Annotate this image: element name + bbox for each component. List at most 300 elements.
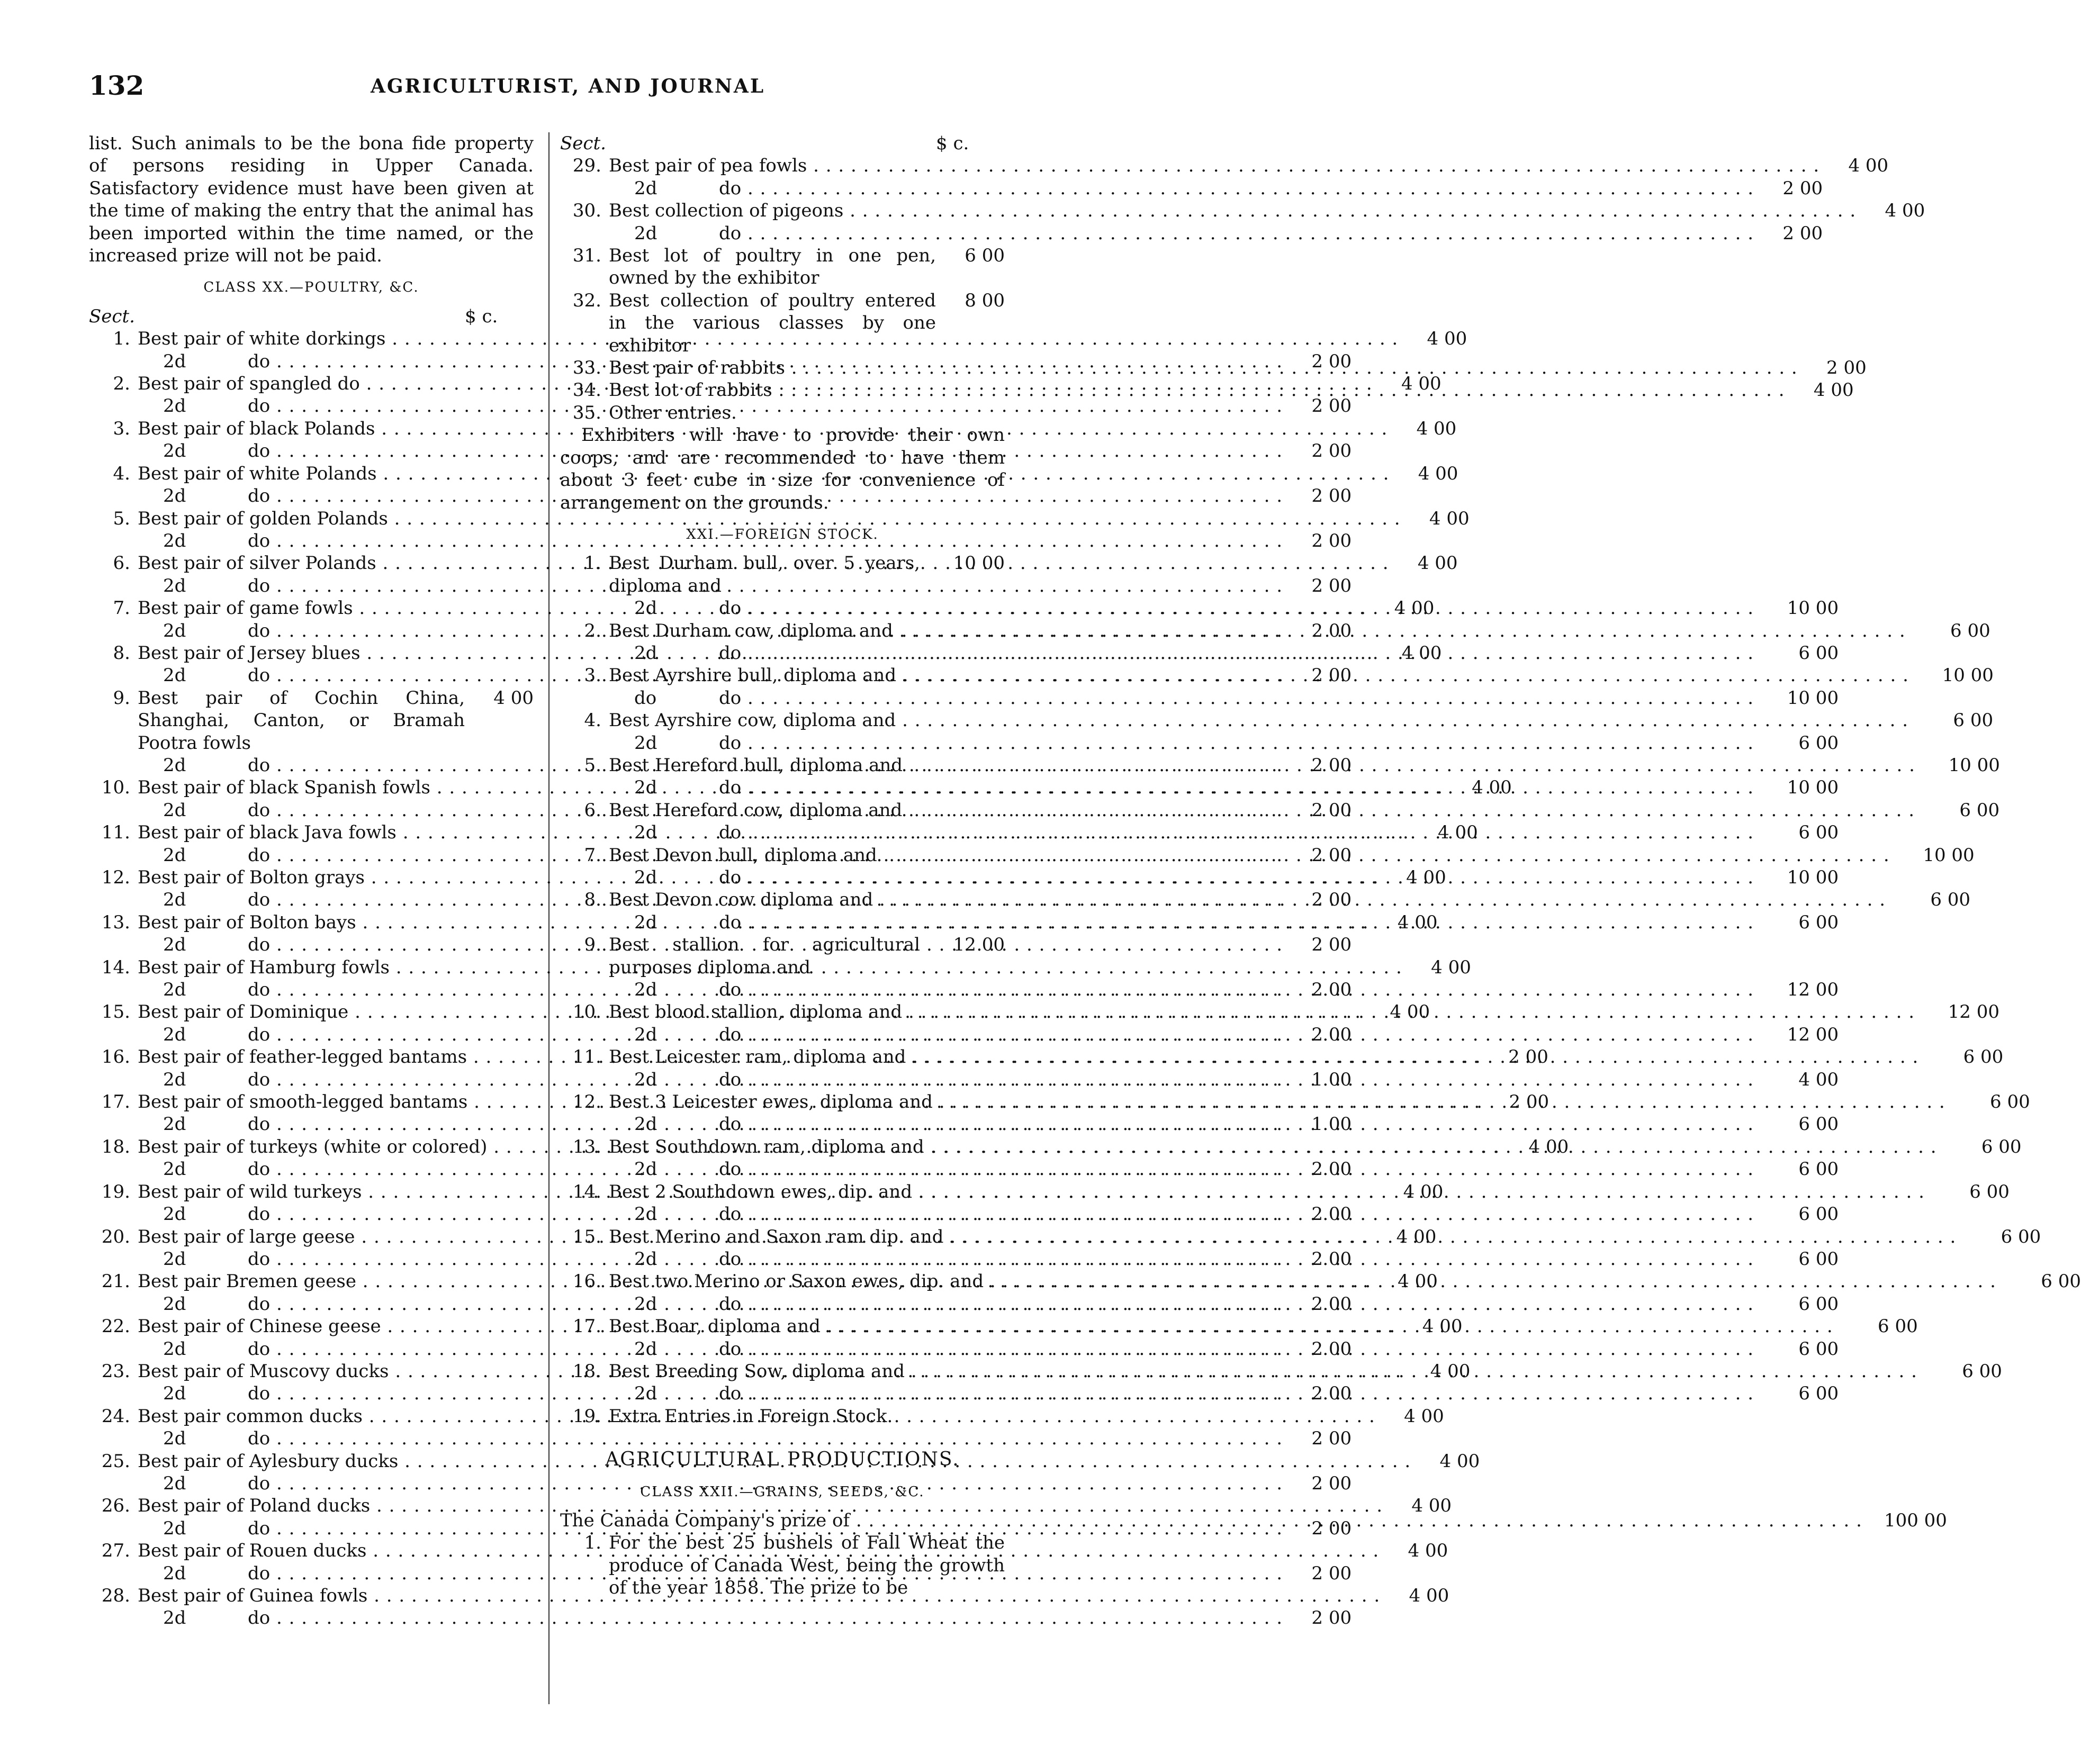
item-number: 6.	[113, 553, 130, 574]
do-label: do	[248, 889, 271, 911]
second-label: 2d	[634, 642, 657, 664]
list-item	[560, 552, 1005, 597]
do-label: do	[719, 687, 742, 709]
do-label: do	[248, 1517, 271, 1539]
item-prize: 4 00	[1401, 642, 1442, 664]
item-text: Best pair of black Polands . . .	[138, 418, 1388, 440]
item-prize: 4 00	[1408, 1540, 1448, 1562]
second-prize-text	[609, 1382, 1754, 1405]
class21-heading: XXI.—FOREIGN STOCK.	[686, 526, 879, 542]
item-number: 15.	[101, 1001, 130, 1023]
second-prize: 4 00	[1798, 1069, 1839, 1090]
intro-paragraph: list. Such animals to be the bona fide property of persons residing in Upper Canada. Satisfactory evidence must have been given at the time of making the entry that the animal has been imported within the time named, or the increased prize will not be paid.	[89, 133, 534, 267]
second-prize-row	[89, 1607, 1352, 1629]
item-number: 4.	[584, 710, 601, 731]
item-number: 7.	[113, 598, 130, 619]
second-prize: 2 00	[1311, 799, 1352, 821]
item-prize: 6 00	[1950, 620, 1990, 641]
item-number: 34.	[572, 379, 601, 401]
do-label: do	[719, 1024, 742, 1045]
item-prize: 4 00	[493, 687, 534, 709]
do-label: do	[248, 979, 271, 1001]
do-label: do	[719, 177, 742, 199]
item-prize: 12 00	[1948, 1001, 2000, 1023]
do-label: do	[248, 1159, 271, 1180]
agri-title: AGRICULTURAL PRODUCTIONS.	[605, 1449, 960, 1471]
item-prize: 10 00	[953, 553, 1005, 574]
item-number: 12.	[572, 1091, 601, 1113]
item-prize: 4 00	[1418, 463, 1458, 484]
second-prize-row	[89, 1248, 1352, 1270]
do-label: do	[248, 754, 271, 776]
second-prize-text	[609, 911, 1754, 934]
do-label: do	[719, 1248, 742, 1270]
item-number: 1.	[584, 1532, 601, 1554]
second-prize-row	[89, 575, 1352, 597]
do-label: do	[248, 440, 271, 462]
do-label: do	[248, 575, 271, 596]
second-label: 2d	[163, 485, 186, 507]
do-label: do	[719, 822, 742, 844]
running-title: AGRICULTURIST, AND JOURNAL	[371, 75, 765, 97]
second-label: 2d	[634, 1204, 657, 1225]
do-label: do	[719, 867, 742, 888]
list-item	[89, 1540, 1448, 1562]
item-number: 14.	[101, 956, 130, 978]
list-item	[560, 1405, 1005, 1427]
grain-item-1	[560, 1532, 1005, 1599]
do-label: do	[248, 1383, 271, 1405]
item-text: Best Ayrshire bull, diploma and . . .	[609, 664, 1909, 686]
second-label: 2d	[163, 1517, 186, 1539]
item-prize: 4 00	[1472, 777, 1512, 799]
item-number: 10.	[101, 777, 130, 799]
second-prize: 6 00	[1798, 911, 1839, 933]
do-label: do	[719, 1159, 742, 1180]
list-item	[560, 934, 1005, 979]
item-number: 22.	[101, 1316, 130, 1337]
do-label: do	[248, 620, 271, 641]
item-text: Best blood stallion, diploma and . . .	[609, 1001, 1915, 1023]
item-number: 17.	[101, 1091, 130, 1113]
item-number: 15.	[572, 1226, 601, 1247]
list-item	[560, 155, 1889, 177]
second-prize: 2 00	[1311, 1472, 1352, 1494]
item-number: 14.	[572, 1181, 601, 1202]
item-number: 10.	[572, 1001, 601, 1023]
list-item	[89, 463, 1458, 485]
second-prize-text	[138, 1607, 1283, 1629]
item-number: 3.	[113, 418, 130, 439]
second-prize-text	[609, 687, 1754, 709]
item-text: Best pair Bremen geese . . .	[138, 1270, 1369, 1292]
second-prize-text	[609, 1069, 1754, 1091]
second-label: 2d	[634, 822, 657, 844]
item-text: Best Boar, diploma and . . .	[609, 1315, 1833, 1337]
item-prize: 4 00	[1396, 1226, 1437, 1247]
second-label: do	[634, 687, 657, 709]
do-label: do	[719, 1069, 742, 1090]
company-prize-text: The Canada Company's prize of . . .	[560, 1509, 1862, 1532]
second-prize-text	[609, 1338, 1754, 1360]
second-prize-text	[609, 979, 1754, 1001]
second-prize: 2 00	[1311, 1159, 1352, 1180]
item-text: Best 2 Southdown ewes, dip. and . . .	[609, 1181, 1925, 1203]
do-label: do	[248, 1338, 271, 1360]
item-text: Best pair of Muscovy ducks . . .	[138, 1360, 1401, 1382]
second-prize: 12 00	[1787, 979, 1839, 1001]
list-item	[89, 687, 534, 754]
second-label: 2d	[163, 844, 186, 866]
item-prize: 6 00	[1981, 1136, 2022, 1157]
do-label: do	[248, 530, 271, 551]
do-label: do	[248, 844, 271, 866]
do-label: do	[248, 1562, 271, 1584]
item-number: 11.	[572, 1046, 601, 1068]
item-number: 8.	[113, 642, 130, 664]
second-label: 2d	[634, 732, 657, 754]
second-prize: 6 00	[1798, 1204, 1839, 1225]
do-label: do	[248, 1472, 271, 1494]
second-prize-text	[609, 776, 1754, 799]
page-number: 132	[89, 70, 145, 101]
second-prize-row	[89, 485, 1352, 507]
second-prize: 6 00	[1798, 732, 1839, 754]
item-prize: 6 00	[1990, 1091, 2030, 1113]
item-number: 30.	[572, 200, 601, 222]
class20-column-header-cont	[560, 132, 1005, 155]
second-prize: 2 00	[1311, 530, 1352, 551]
list-item	[89, 508, 1470, 530]
do-label: do	[248, 1607, 271, 1629]
second-prize-row	[560, 732, 1839, 754]
second-prize: 2 00	[1311, 844, 1352, 866]
do-label: do	[248, 1024, 271, 1045]
second-label: 2d	[163, 575, 186, 596]
second-label: 2d	[634, 867, 657, 888]
second-prize-text	[609, 866, 1754, 889]
second-prize: 2 00	[1311, 1517, 1352, 1539]
item-prize: 10 00	[1948, 754, 2000, 776]
second-label: 2d	[163, 1024, 186, 1045]
item-number: 25.	[101, 1450, 130, 1472]
item-text: Best pair common ducks . . .	[138, 1405, 1375, 1427]
item-prize: 4 00	[1403, 1181, 1444, 1202]
second-prize-text	[609, 1293, 1754, 1315]
item-number: 16.	[101, 1046, 130, 1068]
do-label: do	[719, 222, 742, 244]
second-label: 2d	[163, 1204, 186, 1225]
second-prize: 1 00	[1311, 1114, 1352, 1135]
item-prize: 2 00	[1509, 1091, 1550, 1113]
second-prize: 6 00	[1798, 1383, 1839, 1405]
item-text: For the best 25 bushels of Fall Wheat the produce of Canada West, being the growth of the year 1858. The prize to be	[609, 1532, 1005, 1599]
list-item	[560, 290, 1005, 357]
item-text: Best pair of smooth-legged bantams . . .	[138, 1091, 1480, 1113]
item-number: 9.	[584, 934, 601, 956]
item-text: Best pair of wild turkeys . . .	[138, 1181, 1374, 1203]
item-text: Best Breeding Sow, diploma and . . .	[609, 1360, 1917, 1382]
item-prize: 2 00	[1826, 357, 1867, 379]
item-number: 24.	[101, 1405, 130, 1427]
list-item	[560, 245, 1005, 290]
item-number: 18.	[101, 1136, 130, 1157]
list-item	[89, 1495, 1452, 1517]
item-text: Best pair of Chinese geese . . .	[138, 1315, 1393, 1337]
item-text: Best pair of Poland ducks . . .	[138, 1495, 1383, 1517]
list-item	[560, 402, 1005, 424]
item-prize: 4 00	[1430, 1360, 1471, 1382]
right-column	[560, 132, 2081, 1599]
item-prize: 4 00	[1439, 1450, 1480, 1472]
item-text: Best pair of white dorkings . . .	[138, 328, 1398, 350]
item-prize: 4 00	[1438, 822, 1478, 844]
item-prize: 4 00	[1528, 1136, 1569, 1157]
item-text: Best pair of Bolton grays . . .	[138, 866, 1377, 889]
do-label: do	[248, 1293, 271, 1315]
second-label: 2d	[163, 1562, 186, 1584]
second-label: 2d	[163, 1114, 186, 1135]
second-label: 2d	[634, 1114, 657, 1135]
second-label: 2d	[634, 1248, 657, 1270]
item-number: 20.	[101, 1226, 130, 1247]
item-number: 28.	[101, 1585, 130, 1606]
second-label: 2d	[163, 395, 186, 417]
second-prize: 2 00	[1311, 575, 1352, 596]
sect-label: Sect.	[560, 133, 606, 154]
coops-note: Exhibiters will have to provide their own coops, and are recommended to have them about 3 feet cube in size for convenience of arrangement on the grounds.	[560, 424, 1005, 513]
second-prize: 2 00	[1311, 1293, 1352, 1315]
second-prize-row	[560, 687, 1839, 709]
do-label: do	[248, 665, 271, 686]
item-prize: 6 00	[1878, 1316, 1918, 1337]
item-prize: 4 00	[1390, 1001, 1430, 1023]
item-number: 8.	[584, 889, 601, 911]
item-prize: 4 00	[1885, 200, 1925, 222]
item-text: Best pair of black Spanish fowls . . .	[138, 776, 1443, 799]
item-text: Extra Entries in Foreign Stock.	[609, 1405, 893, 1427]
second-prize: 2 00	[1311, 979, 1352, 1001]
item-text: Best pair of Hamburg fowls . . .	[138, 956, 1402, 979]
item-text: Best collection of poultry entered in the various classes by one exhibitor	[609, 290, 936, 356]
item-text: Best pair of large geese . . .	[138, 1226, 1367, 1248]
second-label: 2d	[163, 1607, 186, 1629]
second-prize-row	[89, 1203, 1352, 1225]
item-text: Best Leicester ram, diploma and . . .	[609, 1046, 1918, 1068]
item-number: 12.	[101, 867, 130, 888]
item-number: 5.	[584, 754, 601, 776]
do-label: do	[248, 1248, 271, 1270]
second-prize-row	[89, 1338, 1352, 1360]
second-prize: 6 00	[1798, 642, 1839, 664]
second-prize: 2 00	[1311, 1248, 1352, 1270]
second-prize: 2 00	[1311, 485, 1352, 507]
item-text: Best Durham bull, over 5 years, diploma and	[609, 553, 920, 596]
item-text: Best pair of silver Polands . . .	[138, 552, 1389, 574]
second-prize-row	[560, 177, 1823, 200]
second-prize-text	[609, 732, 1754, 754]
dollar-label: $ c.	[465, 305, 498, 327]
second-label: 2d	[163, 1159, 186, 1180]
item-text: Best pair of feather-legged bantams . . .	[138, 1046, 1480, 1068]
second-prize-row	[89, 1069, 1352, 1091]
item-text: Best two Merino or Saxon ewes, dip. and . . .	[609, 1270, 1996, 1292]
second-prize: 2 00	[1311, 1383, 1352, 1405]
second-prize: 10 00	[1787, 777, 1839, 799]
item-text: Best collection of pigeons . . .	[609, 200, 1856, 222]
item-number: 11.	[101, 822, 130, 844]
second-prize: 2 00	[1311, 1562, 1352, 1584]
item-prize: 10 00	[1923, 844, 1975, 866]
second-prize-row	[560, 222, 1823, 245]
item-prize: 6 00	[1963, 1046, 2004, 1068]
do-label: do	[719, 642, 742, 664]
item-text: Best pair of Rouen ducks . . .	[138, 1540, 1379, 1562]
item-number: 13.	[101, 911, 130, 933]
item-number: 19.	[572, 1405, 601, 1427]
second-label: 2d	[163, 799, 186, 821]
list-item	[89, 328, 1467, 350]
second-label: 2d	[634, 1159, 657, 1180]
item-number: 7.	[584, 844, 601, 866]
item-number: 31.	[572, 245, 601, 267]
second-label: 2d	[163, 1472, 186, 1494]
second-prize: 10 00	[1787, 867, 1839, 888]
second-prize-text	[609, 1024, 1754, 1046]
class20-column-header	[89, 305, 534, 328]
item-text: Best pair of black Java fowls . . .	[138, 821, 1409, 844]
item-text: Best pair of Dominique . . .	[138, 1001, 1361, 1023]
do-label: do	[719, 1338, 742, 1360]
second-label: 2d	[634, 1293, 657, 1315]
second-prize: 2 00	[1311, 889, 1352, 911]
item-text: Best pair of game fowls . . .	[138, 597, 1365, 619]
second-prize: 2 00	[1311, 754, 1352, 776]
item-text: Best pair of white Polands . . .	[138, 463, 1389, 485]
item-prize: 4 00	[1422, 1316, 1463, 1337]
item-number: 18.	[572, 1360, 601, 1382]
item-prize: 8 00	[965, 290, 1005, 311]
second-prize-text	[609, 642, 1754, 664]
item-number: 16.	[572, 1271, 601, 1292]
item-text: Best Merino and Saxon ram dip. and . . .	[609, 1226, 1956, 1248]
second-prize: 10 00	[1787, 598, 1839, 619]
second-prize-row	[89, 440, 1352, 462]
second-label: 2d	[163, 1293, 186, 1315]
second-prize: 12 00	[1787, 1024, 1839, 1045]
second-prize: 2 00	[1311, 1428, 1352, 1450]
do-label: do	[719, 598, 742, 619]
item-number: 19.	[101, 1181, 130, 1202]
item-prize: 4 00	[1417, 553, 1458, 574]
second-prize: 6 00	[1798, 1248, 1839, 1270]
item-prize: 4 00	[1848, 155, 1889, 177]
item-text: Best pair of Aylesbury ducks . . .	[138, 1450, 1411, 1472]
second-prize: 2 00	[1782, 177, 1823, 199]
do-label: do	[719, 1114, 742, 1135]
second-prize-text	[609, 821, 1754, 844]
second-label: 2d	[634, 911, 657, 933]
list-item	[560, 709, 1994, 731]
second-prize-row	[89, 979, 1352, 1001]
second-prize-text	[609, 597, 1754, 619]
item-text: Best pair of Guinea fowls . . .	[138, 1585, 1380, 1607]
second-label: 2d	[163, 1069, 186, 1090]
do-label: do	[719, 777, 742, 799]
item-prize: 6 00	[1962, 1360, 2002, 1382]
second-prize: 10 00	[1787, 687, 1839, 709]
second-prize-text	[609, 1158, 1754, 1180]
item-number: 5.	[113, 508, 130, 529]
second-prize: 2 00	[1311, 350, 1352, 372]
item-prize: 6 00	[1930, 889, 1971, 911]
second-prize: 6 00	[1798, 1114, 1839, 1135]
second-prize-row	[89, 1024, 1352, 1046]
item-prize: 4 00	[1409, 1585, 1449, 1606]
second-prize: 2 00	[1311, 1607, 1352, 1629]
second-label: 2d	[634, 222, 657, 244]
item-text: Best pair of golden Polands . . .	[138, 508, 1401, 530]
item-prize: 6 00	[1969, 1181, 2010, 1202]
second-label: 2d	[163, 530, 186, 551]
second-prize-row	[560, 979, 1839, 1001]
item-prize: 6 00	[965, 245, 1005, 267]
class20-list-right	[560, 155, 1925, 424]
second-prize: 6 00	[1798, 822, 1839, 844]
item-number: 1.	[584, 553, 601, 574]
item-text: Best Hereford cow, diploma and . . .	[609, 799, 1915, 821]
class22-heading: CLASS XXII.—GRAINS, SEEDS, &C.	[640, 1483, 925, 1500]
item-text: Other entries.	[609, 402, 737, 423]
second-label: 2d	[634, 777, 657, 799]
item-prize: 6 00	[1953, 710, 1994, 731]
item-text: Best pair of Bolton bays . . .	[138, 911, 1369, 934]
second-label: 2d	[163, 889, 186, 911]
item-text: Best pair of spangled do . . .	[138, 373, 1373, 395]
item-prize: 4 00	[1431, 956, 1471, 978]
do-label: do	[248, 1204, 271, 1225]
item-prize: 10 00	[1942, 665, 1994, 686]
do-label: do	[248, 1069, 271, 1090]
second-prize: 2 00	[1782, 222, 1823, 244]
item-number: 27.	[101, 1540, 130, 1562]
item-text: Best Durham cow, diploma and . . .	[609, 620, 1906, 642]
do-label: do	[248, 395, 271, 417]
second-prize-row	[89, 1113, 1352, 1135]
second-prize: 6 00	[1798, 1159, 1839, 1180]
item-prize: 4 00	[1411, 1495, 1452, 1517]
second-prize-row	[89, 1562, 1352, 1585]
item-text: Best pair of pea fowls . . .	[609, 155, 1819, 177]
item-number: 2.	[584, 620, 601, 641]
second-prize: 2 00	[1311, 1024, 1352, 1045]
list-item	[560, 379, 1854, 401]
second-label: 2d	[163, 1338, 186, 1360]
second-label: 2d	[163, 1383, 186, 1405]
item-prize: 6 00	[2001, 1226, 2041, 1247]
second-prize-row	[89, 1293, 1352, 1315]
do-label: do	[248, 934, 271, 956]
item-prize: 4 00	[1397, 911, 1438, 933]
item-prize: 4 00	[1394, 598, 1435, 619]
second-label: 2d	[634, 1383, 657, 1405]
item-number: 32.	[572, 290, 601, 311]
do-label: do	[719, 1204, 742, 1225]
second-prize: 2 00	[1311, 934, 1352, 956]
do-label: do	[248, 799, 271, 821]
second-prize-text	[609, 1203, 1754, 1225]
item-number: 26.	[101, 1495, 130, 1517]
